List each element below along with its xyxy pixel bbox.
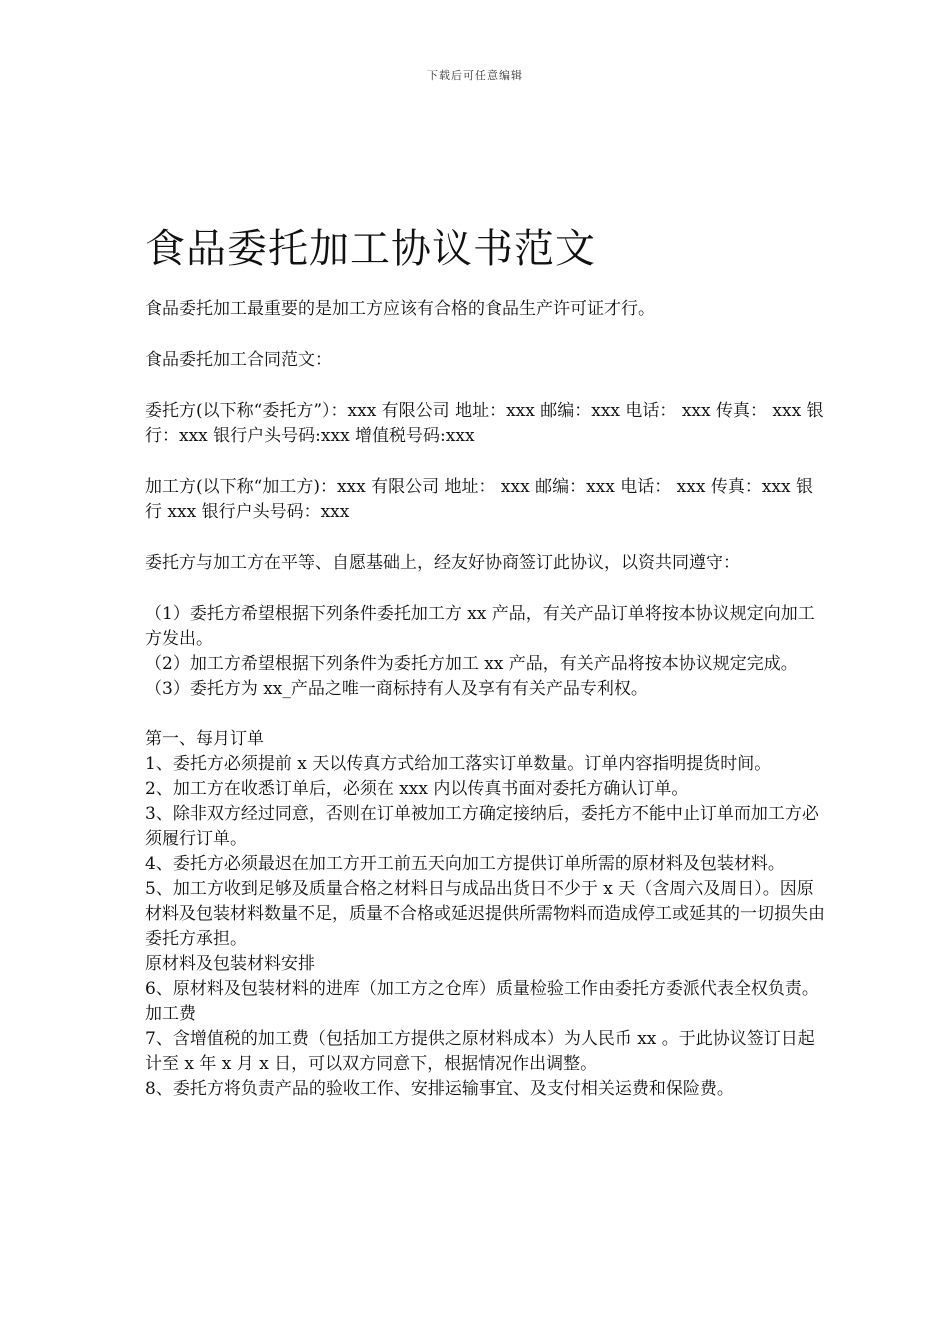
document-title: 食品委托加工协议书范文 xyxy=(145,226,596,272)
section-monthly-orders: 第一、每月订单 xyxy=(145,729,264,749)
party-b-paragraph: 加工方(以下称“加工方)：xxx 有限公司 地址： xxx 邮编：xxx 电话： xxx 传真：xxx 银行 xxx 银行户头号码：xxx xyxy=(145,477,813,522)
agreement-paragraph: 委托方与加工方在平等、自愿基础上，经友好协商签订此协议，以资共同遵守： xyxy=(145,553,740,573)
clause-2: （2）加工方希望根据下列条件为委托方加工 xx 产品，有关产品将按本协议规定完成。 xyxy=(145,654,798,674)
item-7: 7、含增值税的加工费（包括加工方提供之原材料成本）为人民币 xx 。于此协议签订日起计至 x 年 x 月 x 日，可以双方同意下，根据情况作出调整。 xyxy=(145,1029,815,1074)
item-6: 6、原材料及包装材料的进库（加工方之仓库）质量检验工作由委托方委派代表全权负责。 xyxy=(145,979,819,999)
intro-paragraph: 食品委托加工最重要的是加工方应该有合格的食品生产许可证才行。 xyxy=(145,299,655,319)
item-4: 4、委托方必须最迟在加工方开工前五天向加工方提供订单所需的原材料及包装材料。 xyxy=(145,854,785,874)
item-3: 3、除非双方经过同意，否则在订单被加工方确定接纳后，委托方不能中止订单而加工方必须履行订单。 xyxy=(145,804,819,849)
section-materials: 原材料及包装材料安排 xyxy=(145,954,315,974)
party-a-paragraph: 委托方(以下称“委托方”）：xxx 有限公司 地址：xxx 邮编：xxx 电话： xxx 传真： xxx 银行：xxx 银行户头号码:xxx 增值税号码:xxx xyxy=(145,401,824,446)
header-note: 下载后可任意编辑 xyxy=(427,69,523,82)
item-8: 8、委托方将负责产品的验收工作、安排运输事宜、及支付相关运费和保险费。 xyxy=(145,1079,734,1099)
section-processing-fee: 加工费 xyxy=(145,1004,196,1024)
item-2: 2、加工方在收悉订单后，必须在 xxx 内以传真书面对委托方确认订单。 xyxy=(145,779,689,799)
clause-3: （3）委托方为 xx_产品之唯一商标持有人及享有有关产品专利权。 xyxy=(145,679,648,699)
sample-heading: 食品委托加工合同范文： xyxy=(145,350,332,370)
clause-1: （1）委托方希望根据下列条件委托加工方 xx 产品，有关产品订单将按本协议规定向加工方发出。 xyxy=(145,604,815,649)
item-1: 1、委托方必须提前 x 天以传真方式给加工落实订单数量。订单内容指明提货时间。 xyxy=(145,754,772,774)
document-body xyxy=(145,297,825,1102)
item-5: 5、加工方收到足够及质量合格之材料日与成品出货日不少于 x 天（含周六及周日）。因原材料及包装材料数量不足，质量不合格或延迟提供所需物料而造成停工或延其的一切损失由委托方承担。 xyxy=(145,879,825,949)
